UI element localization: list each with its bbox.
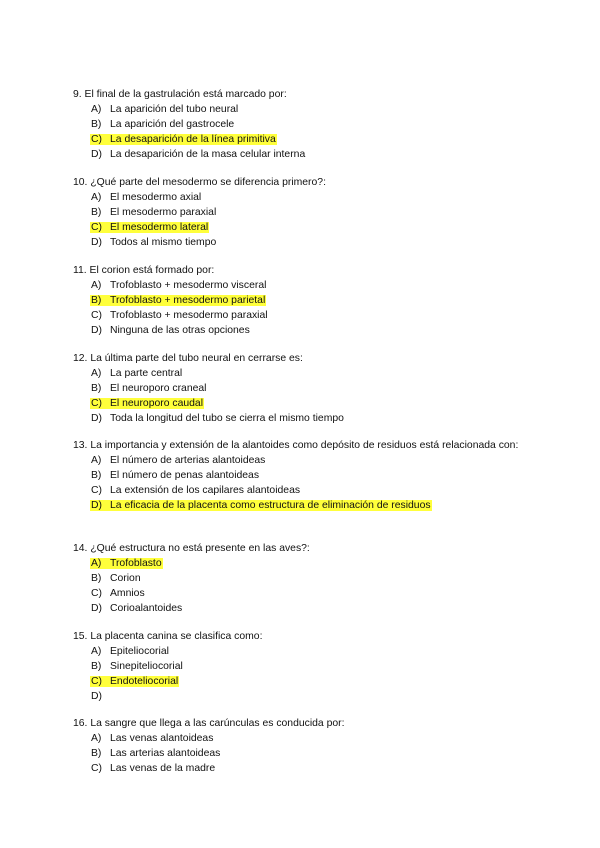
question-text: 11. El corion está formado por:: [73, 265, 215, 276]
option-c: [73, 483, 543, 498]
option-text: Corion: [110, 573, 141, 584]
option-text: La desaparición de la masa celular interna: [110, 149, 306, 160]
question-text: 13. La importancia y extensión de la alantoides como depósito de residuos está relacionada con:: [73, 440, 519, 451]
question-text: 15. La placenta canina se clasifica como:: [73, 631, 263, 642]
option-text: La parte central: [110, 368, 183, 379]
question-text: 9. El final de la gastrulación está marcado por:: [73, 89, 287, 100]
option-text: El número de penas alantoideas: [110, 470, 260, 481]
option-text: La extensión de los capilares alantoideas: [110, 485, 301, 496]
option-b: [73, 468, 543, 483]
option-letter: C): [91, 588, 102, 599]
option-b: [73, 746, 543, 761]
option-text: Trofoblasto + mesodermo parietal: [110, 295, 266, 306]
option-letter: C): [91, 485, 102, 496]
option-b: [73, 205, 543, 220]
option-b: [73, 117, 543, 132]
option-text: Todos al mismo tiempo: [110, 237, 217, 248]
option-text: La desaparición de la línea primitiva: [110, 134, 276, 145]
option-c-correct: [73, 132, 543, 147]
option-letter: D): [91, 691, 102, 702]
option-d-correct: [73, 498, 543, 513]
option-d: [73, 323, 543, 338]
option-letter: A): [91, 733, 102, 744]
option-a: [73, 731, 543, 746]
question-16: [73, 716, 543, 776]
option-text: Trofoblasto + mesodermo visceral: [110, 280, 267, 291]
option-list: [73, 278, 543, 338]
option-c: [73, 586, 543, 601]
option-text: Las arterias alantoideas: [110, 748, 221, 759]
option-c-correct: [73, 396, 543, 411]
option-letter: A): [91, 192, 102, 203]
option-letter: D): [91, 500, 102, 511]
option-text: El mesodermo paraxial: [110, 207, 217, 218]
option-c: [73, 761, 543, 776]
option-a: [73, 278, 543, 293]
option-c: [73, 308, 543, 323]
option-letter: A): [91, 646, 102, 657]
option-a: [73, 453, 543, 468]
option-text: Epiteliocorial: [110, 646, 169, 657]
option-a: [73, 366, 543, 381]
option-text: El neuroporo caudal: [110, 398, 204, 409]
question-text: 16. La sangre que llega a las carúnculas es conducida por:: [73, 718, 345, 729]
question-text: 10. ¿Qué parte del mesodermo se diferencia primero?:: [73, 177, 326, 188]
option-b: [73, 571, 543, 586]
option-a: [73, 644, 543, 659]
option-list: [73, 556, 543, 616]
option-list: [73, 366, 543, 426]
option-text: Corioalantoides: [110, 603, 183, 614]
option-letter: B): [91, 207, 102, 218]
option-letter: C): [91, 134, 102, 145]
option-d: [73, 235, 543, 250]
option-d: [73, 147, 543, 162]
option-letter: A): [91, 455, 102, 466]
question-13: [73, 438, 543, 513]
option-text: Las venas de la madre: [110, 763, 216, 774]
option-text: La eficacia de la placenta como estructura de eliminación de residuos: [110, 500, 431, 511]
option-letter: B): [91, 748, 102, 759]
option-text: El mesodermo axial: [110, 192, 202, 203]
question-10: [73, 175, 543, 250]
option-text: Las venas alantoideas: [110, 733, 214, 744]
option-text: Amnios: [110, 588, 145, 599]
option-text: Ninguna de las otras opciones: [110, 325, 250, 336]
option-text: La aparición del gastrocele: [110, 119, 235, 130]
option-text: El neuroporo craneal: [110, 383, 207, 394]
option-letter: B): [91, 383, 102, 394]
option-letter: B): [91, 470, 102, 481]
option-text: Toda la longitud del tubo se cierra el mismo tiempo: [110, 413, 344, 424]
option-letter: D): [91, 149, 102, 160]
option-a: [73, 190, 543, 205]
option-a: [73, 102, 543, 117]
option-d: [73, 411, 543, 426]
option-text: Sinepiteliocorial: [110, 661, 183, 672]
option-letter: A): [91, 558, 102, 569]
option-text: Trofoblasto: [110, 558, 162, 569]
option-letter: D): [91, 413, 102, 424]
option-letter: B): [91, 661, 102, 672]
question-text: 14. ¿Qué estructura no está presente en las aves?:: [73, 543, 310, 554]
option-b: [73, 381, 543, 396]
option-list: [73, 731, 543, 776]
option-d: [73, 601, 543, 616]
question-15: [73, 629, 543, 704]
option-text: Endoteliocorial: [110, 676, 179, 687]
option-list: [73, 190, 543, 250]
question-text: 12. La última parte del tubo neural en cerrarse es:: [73, 353, 303, 364]
option-letter: C): [91, 398, 102, 409]
option-letter: D): [91, 325, 102, 336]
option-d: [73, 689, 543, 704]
option-list: [73, 453, 543, 513]
option-letter: D): [91, 237, 102, 248]
option-letter: C): [91, 763, 102, 774]
option-letter: B): [91, 119, 102, 130]
question-9: [73, 87, 543, 162]
question-12: [73, 351, 543, 426]
option-letter: B): [91, 295, 102, 306]
option-letter: D): [91, 603, 102, 614]
option-letter: A): [91, 280, 102, 291]
option-text: Trofoblasto + mesodermo paraxial: [110, 310, 268, 321]
question-14: [73, 541, 543, 616]
option-text: El número de arterias alantoideas: [110, 455, 266, 466]
option-b-correct: [73, 293, 543, 308]
option-letter: C): [91, 676, 102, 687]
option-letter: B): [91, 573, 102, 584]
option-c-correct: [73, 220, 543, 235]
question-11: [73, 263, 543, 338]
option-a-correct: [73, 556, 543, 571]
option-text: La aparición del tubo neural: [110, 104, 239, 115]
option-letter: A): [91, 104, 102, 115]
option-text: El mesodermo lateral: [110, 222, 209, 233]
option-letter: A): [91, 368, 102, 379]
option-c-correct: [73, 674, 543, 689]
option-list: [73, 644, 543, 704]
option-letter: C): [91, 222, 102, 233]
option-b: [73, 659, 543, 674]
option-list: [73, 102, 543, 162]
option-letter: C): [91, 310, 102, 321]
